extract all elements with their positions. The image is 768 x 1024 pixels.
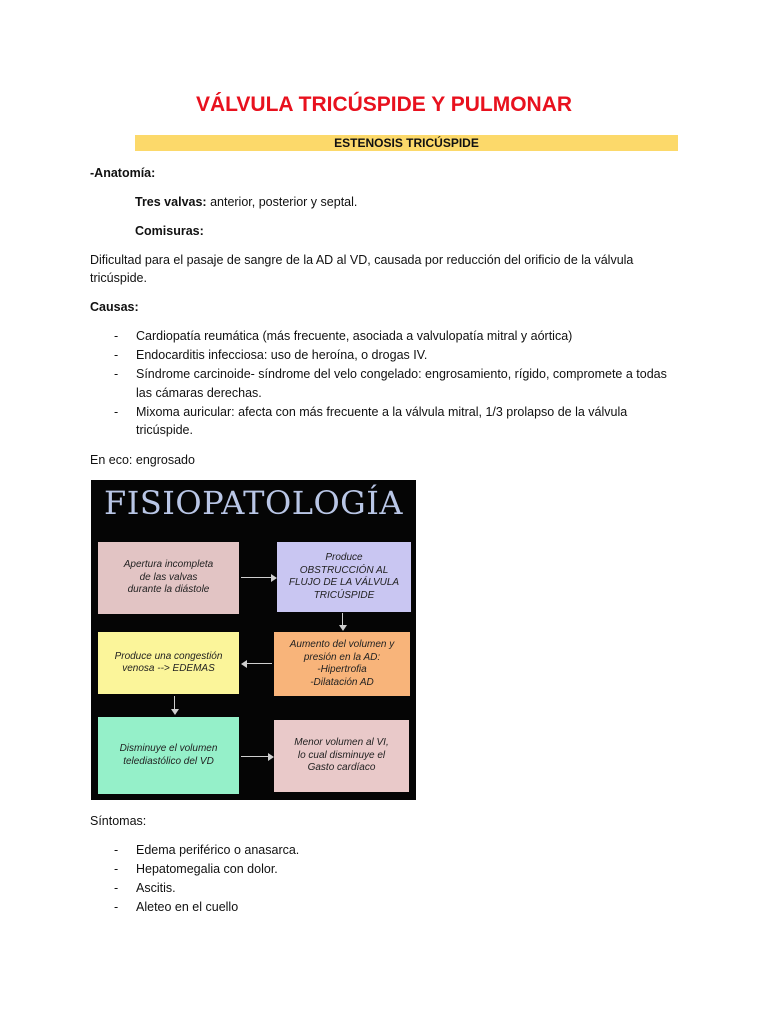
- tres-valvas-text: anterior, posterior y septal.: [206, 195, 358, 209]
- fisiopatologia-diagram: [91, 480, 416, 800]
- sintomas-label: Síntomas:: [90, 814, 147, 828]
- arrow-disminuye-to-menor: [241, 756, 268, 757]
- arrowhead-down-icon: [171, 709, 179, 715]
- arrow-aumento-to-congestion: [246, 663, 272, 664]
- list-item: - Mixoma auricular: afecta con más frecuente a la válvula mitral, 1/3 prolapso de la válvula tricúspide.: [114, 404, 628, 437]
- box-menor-volumen: Menor volumen al VI, lo cual disminuye el Gasto cardíaco: [274, 720, 409, 792]
- anatomia-label: -Anatomía:: [90, 166, 156, 180]
- definition-line-2: tricúspide.: [90, 271, 147, 285]
- arrowhead-left-icon: [241, 660, 247, 668]
- list-item: - Edema periférico o anasarca.: [114, 843, 300, 857]
- box-apertura: Apertura incompleta de las valvas durante la diástole: [98, 542, 239, 614]
- diagram-title: FISIOPATOLOGÍA: [104, 484, 403, 522]
- list-item: - Hepatomegalia con dolor.: [114, 862, 278, 876]
- list-item: - Ascitis.: [114, 881, 176, 895]
- list-item: - Endocarditis infecciosa: uso de heroína, o drogas IV.: [114, 348, 428, 362]
- tres-valvas-line: [135, 193, 357, 211]
- causas-list: [90, 327, 680, 440]
- comisuras-label: Comisuras:: [135, 224, 204, 238]
- causas-label: Causas:: [90, 300, 139, 314]
- arrow-congestion-to-disminuye: [174, 696, 175, 710]
- arrowhead-right-icon: [271, 574, 277, 582]
- box-produce-obstruccion: Produce OBSTRUCCIÓN AL FLUJO DE LA VÁLVULA TRICÚSPIDE: [277, 542, 411, 612]
- tres-valvas-label: Tres valvas:: [135, 195, 207, 209]
- arrowhead-down-icon: [339, 625, 347, 631]
- list-item: - Aleteo en el cuello: [114, 900, 239, 914]
- arrowhead-right-icon: [268, 753, 274, 761]
- box-disminuye-volumen: Disminuye el volumen telediastólico del VD: [98, 717, 239, 794]
- box-aumento-volumen: Aumento del volumen y presión en la AD: -Hipertrofia -Dilatación AD: [274, 632, 410, 696]
- list-item: - Síndrome carcinoide- síndrome del velo congelado: engrosamiento, rígido, compromete a todas las cámaras derechas.: [114, 367, 667, 400]
- section-heading: ESTENOSIS TRICÚSPIDE: [135, 135, 678, 151]
- eco-text: En eco: engrosado: [90, 453, 195, 467]
- sintomas-list: [90, 841, 680, 917]
- definition-line-1: Dificultad para el pasaje de sangre de la AD al VD, causada por reducción del orificio de la válvula: [90, 253, 634, 267]
- page-title: VÁLVULA TRICÚSPIDE Y PULMONAR: [195, 93, 573, 116]
- arrow-apertura-to-produce: [241, 577, 271, 578]
- box-congestion-venosa: Produce una congestión venosa --> EDEMAS: [98, 632, 239, 694]
- list-item: - Cardiopatía reumática (más frecuente, asociada a valvulopatía mitral y aórtica): [114, 329, 573, 343]
